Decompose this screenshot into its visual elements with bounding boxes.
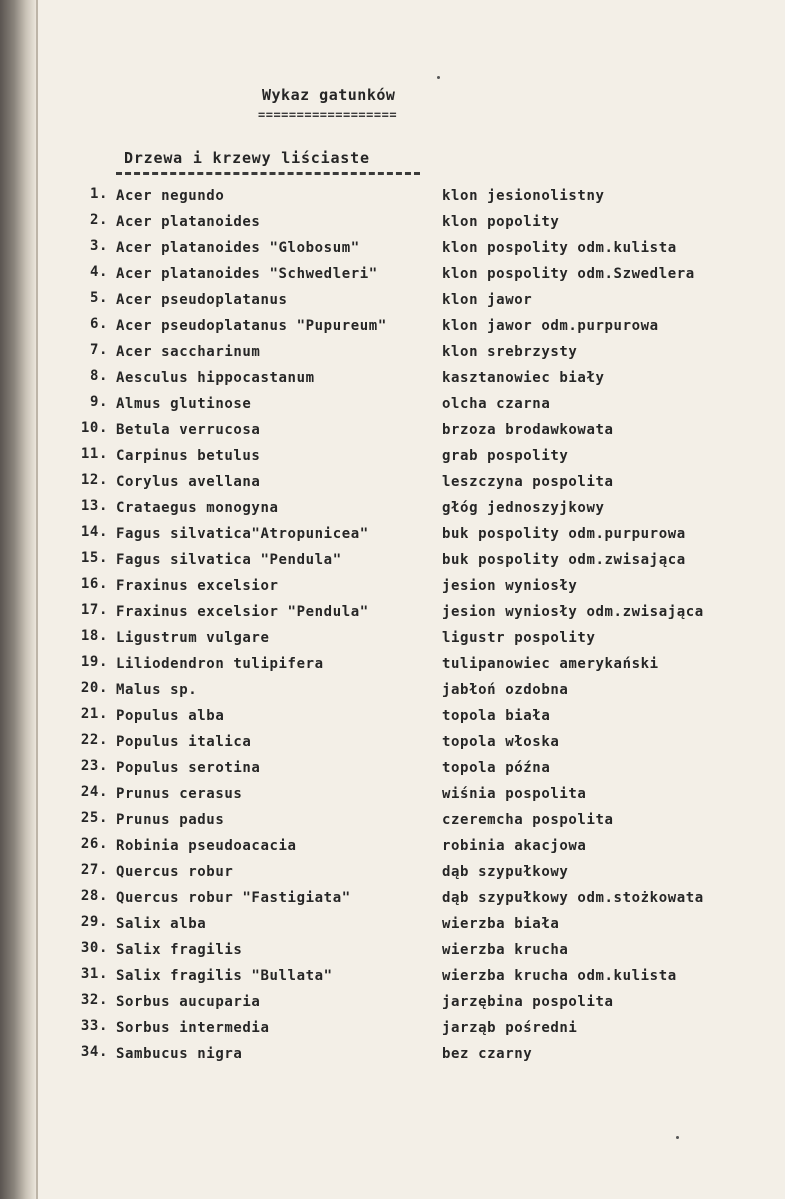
species-row xyxy=(0,498,785,524)
species-polish-name: olcha czarna xyxy=(442,396,551,412)
species-latin-name: Acer pseudoplatanus xyxy=(116,292,288,308)
species-number: 28. xyxy=(80,888,108,904)
species-number: 21. xyxy=(80,706,108,722)
species-row xyxy=(0,654,785,680)
species-row xyxy=(0,784,785,810)
species-polish-name: klon jesionolistny xyxy=(442,188,605,204)
species-latin-name: Malus sp. xyxy=(116,682,198,698)
species-row xyxy=(0,394,785,420)
species-number: 2. xyxy=(89,212,108,228)
species-row xyxy=(0,810,785,836)
species-row xyxy=(0,862,785,888)
species-row xyxy=(0,316,785,342)
species-polish-name: topola biała xyxy=(442,708,551,724)
species-row xyxy=(0,836,785,862)
species-polish-name: jabłoń ozdobna xyxy=(442,682,569,698)
species-latin-name: Prunus cerasus xyxy=(116,786,243,802)
species-number: 30. xyxy=(80,940,108,956)
species-latin-name: Fagus silvatica"Atropunicea" xyxy=(116,526,369,542)
species-number: 8. xyxy=(89,368,108,384)
species-row xyxy=(0,238,785,264)
species-polish-name: ligustr pospolity xyxy=(442,630,596,646)
species-latin-name: Salix fragilis xyxy=(116,942,243,958)
species-latin-name: Fagus silvatica "Pendula" xyxy=(116,552,342,568)
species-row xyxy=(0,914,785,940)
species-row xyxy=(0,602,785,628)
species-latin-name: Acer negundo xyxy=(116,188,225,204)
species-latin-name: Fraxinus excelsior xyxy=(116,578,279,594)
species-row xyxy=(0,342,785,368)
species-polish-name: buk pospolity odm.zwisająca xyxy=(442,552,686,568)
species-latin-name: Robinia pseudoacacia xyxy=(116,838,297,854)
species-row xyxy=(0,940,785,966)
species-row xyxy=(0,992,785,1018)
species-polish-name: leszczyna pospolita xyxy=(442,474,614,490)
species-polish-name: wierzba krucha xyxy=(442,942,569,958)
species-number: 20. xyxy=(80,680,108,696)
species-number: 6. xyxy=(89,316,108,332)
species-polish-name: jesion wyniosły odm.zwisająca xyxy=(442,604,704,620)
species-number: 27. xyxy=(80,862,108,878)
species-row xyxy=(0,628,785,654)
species-number: 10. xyxy=(80,420,108,436)
species-polish-name: klon pospolity odm.Szwedlera xyxy=(442,266,695,282)
species-latin-name: Crataegus monogyna xyxy=(116,500,279,516)
species-polish-name: topola włoska xyxy=(442,734,560,750)
species-number: 11. xyxy=(80,446,108,462)
paper-speck xyxy=(437,76,440,79)
species-polish-name: kasztanowiec biały xyxy=(442,370,605,386)
species-number: 5. xyxy=(89,290,108,306)
species-latin-name: Acer saccharinum xyxy=(116,344,261,360)
species-number: 16. xyxy=(80,576,108,592)
species-latin-name: Corylus avellana xyxy=(116,474,261,490)
species-polish-name: jesion wyniosły xyxy=(442,578,578,594)
species-row xyxy=(0,264,785,290)
species-row xyxy=(0,368,785,394)
species-row xyxy=(0,446,785,472)
species-polish-name: wierzba krucha odm.kulista xyxy=(442,968,677,984)
species-latin-name: Acer platanoides xyxy=(116,214,261,230)
species-latin-name: Acer platanoides "Globosum" xyxy=(116,240,360,256)
species-latin-name: Populus italica xyxy=(116,734,252,750)
species-number: 33. xyxy=(80,1018,108,1034)
species-number: 29. xyxy=(80,914,108,930)
species-row xyxy=(0,888,785,914)
species-latin-name: Salix alba xyxy=(116,916,207,932)
species-polish-name: głóg jednoszyjkowy xyxy=(442,500,605,516)
species-number: 3. xyxy=(89,238,108,254)
species-row xyxy=(0,1044,785,1070)
species-polish-name: klon srebrzysty xyxy=(442,344,578,360)
species-number: 17. xyxy=(80,602,108,618)
paper-speck xyxy=(676,1136,679,1139)
species-number: 15. xyxy=(80,550,108,566)
species-number: 31. xyxy=(80,966,108,982)
species-polish-name: topola późna xyxy=(442,760,551,776)
species-latin-name: Betula verrucosa xyxy=(116,422,261,438)
species-polish-name: czeremcha pospolita xyxy=(442,812,614,828)
species-row xyxy=(0,1018,785,1044)
species-row xyxy=(0,550,785,576)
page-title: Wykaz gatunków xyxy=(262,86,396,104)
species-row xyxy=(0,680,785,706)
species-row xyxy=(0,420,785,446)
species-latin-name: Acer pseudoplatanus "Pupureum" xyxy=(116,318,387,334)
species-number: 26. xyxy=(80,836,108,852)
species-polish-name: jarzębina pospolita xyxy=(442,994,614,1010)
species-number: 18. xyxy=(80,628,108,644)
species-latin-name: Almus glutinose xyxy=(116,396,252,412)
species-row xyxy=(0,186,785,212)
species-row xyxy=(0,290,785,316)
species-polish-name: dąb szypułkowy xyxy=(442,864,569,880)
species-polish-name: wiśnia pospolita xyxy=(442,786,587,802)
title-underline: ================== xyxy=(258,108,398,122)
species-latin-name: Fraxinus excelsior "Pendula" xyxy=(116,604,369,620)
species-number: 19. xyxy=(80,654,108,670)
species-latin-name: Populus serotina xyxy=(116,760,261,776)
species-row xyxy=(0,576,785,602)
species-latin-name: Sorbus intermedia xyxy=(116,1020,270,1036)
species-row xyxy=(0,524,785,550)
species-polish-name: robinia akacjowa xyxy=(442,838,587,854)
species-number: 9. xyxy=(89,394,108,410)
species-latin-name: Prunus padus xyxy=(116,812,225,828)
species-latin-name: Aesculus hippocastanum xyxy=(116,370,315,386)
species-number: 1. xyxy=(89,186,108,202)
species-latin-name: Sambucus nigra xyxy=(116,1046,243,1062)
species-number: 14. xyxy=(80,524,108,540)
species-polish-name: klon jawor odm.purpurowa xyxy=(442,318,659,334)
species-latin-name: Quercus robur "Fastigiata" xyxy=(116,890,351,906)
species-number: 34. xyxy=(80,1044,108,1060)
species-polish-name: wierzba biała xyxy=(442,916,560,932)
species-latin-name: Salix fragilis "Bullata" xyxy=(116,968,333,984)
species-number: 13. xyxy=(80,498,108,514)
species-latin-name: Quercus robur xyxy=(116,864,234,880)
species-number: 4. xyxy=(89,264,108,280)
species-latin-name: Populus alba xyxy=(116,708,225,724)
species-number: 24. xyxy=(80,784,108,800)
species-number: 22. xyxy=(80,732,108,748)
species-number: 23. xyxy=(80,758,108,774)
section-underline xyxy=(116,172,420,175)
species-number: 25. xyxy=(80,810,108,826)
species-polish-name: bez czarny xyxy=(442,1046,533,1062)
species-polish-name: tulipanowiec amerykański xyxy=(442,656,659,672)
species-row xyxy=(0,966,785,992)
species-polish-name: dąb szypułkowy odm.stożkowata xyxy=(442,890,704,906)
species-latin-name: Ligustrum vulgare xyxy=(116,630,270,646)
species-row xyxy=(0,706,785,732)
species-polish-name: jarząb pośredni xyxy=(442,1020,578,1036)
species-number: 32. xyxy=(80,992,108,1008)
species-list xyxy=(0,186,785,1070)
section-heading: Drzewa i krzewy liściaste xyxy=(124,149,370,167)
species-polish-name: klon pospolity odm.kulista xyxy=(442,240,677,256)
species-polish-name: brzoza brodawkowata xyxy=(442,422,614,438)
species-latin-name: Carpinus betulus xyxy=(116,448,261,464)
species-polish-name: buk pospolity odm.purpurowa xyxy=(442,526,686,542)
species-number: 12. xyxy=(80,472,108,488)
species-polish-name: klon popolity xyxy=(442,214,560,230)
species-polish-name: klon jawor xyxy=(442,292,533,308)
species-row xyxy=(0,732,785,758)
species-latin-name: Sorbus aucuparia xyxy=(116,994,261,1010)
species-latin-name: Liliodendron tulipifera xyxy=(116,656,324,672)
species-row xyxy=(0,472,785,498)
species-polish-name: grab pospolity xyxy=(442,448,569,464)
species-row xyxy=(0,758,785,784)
species-row xyxy=(0,212,785,238)
species-latin-name: Acer platanoides "Schwedleri" xyxy=(116,266,378,282)
species-number: 7. xyxy=(89,342,108,358)
